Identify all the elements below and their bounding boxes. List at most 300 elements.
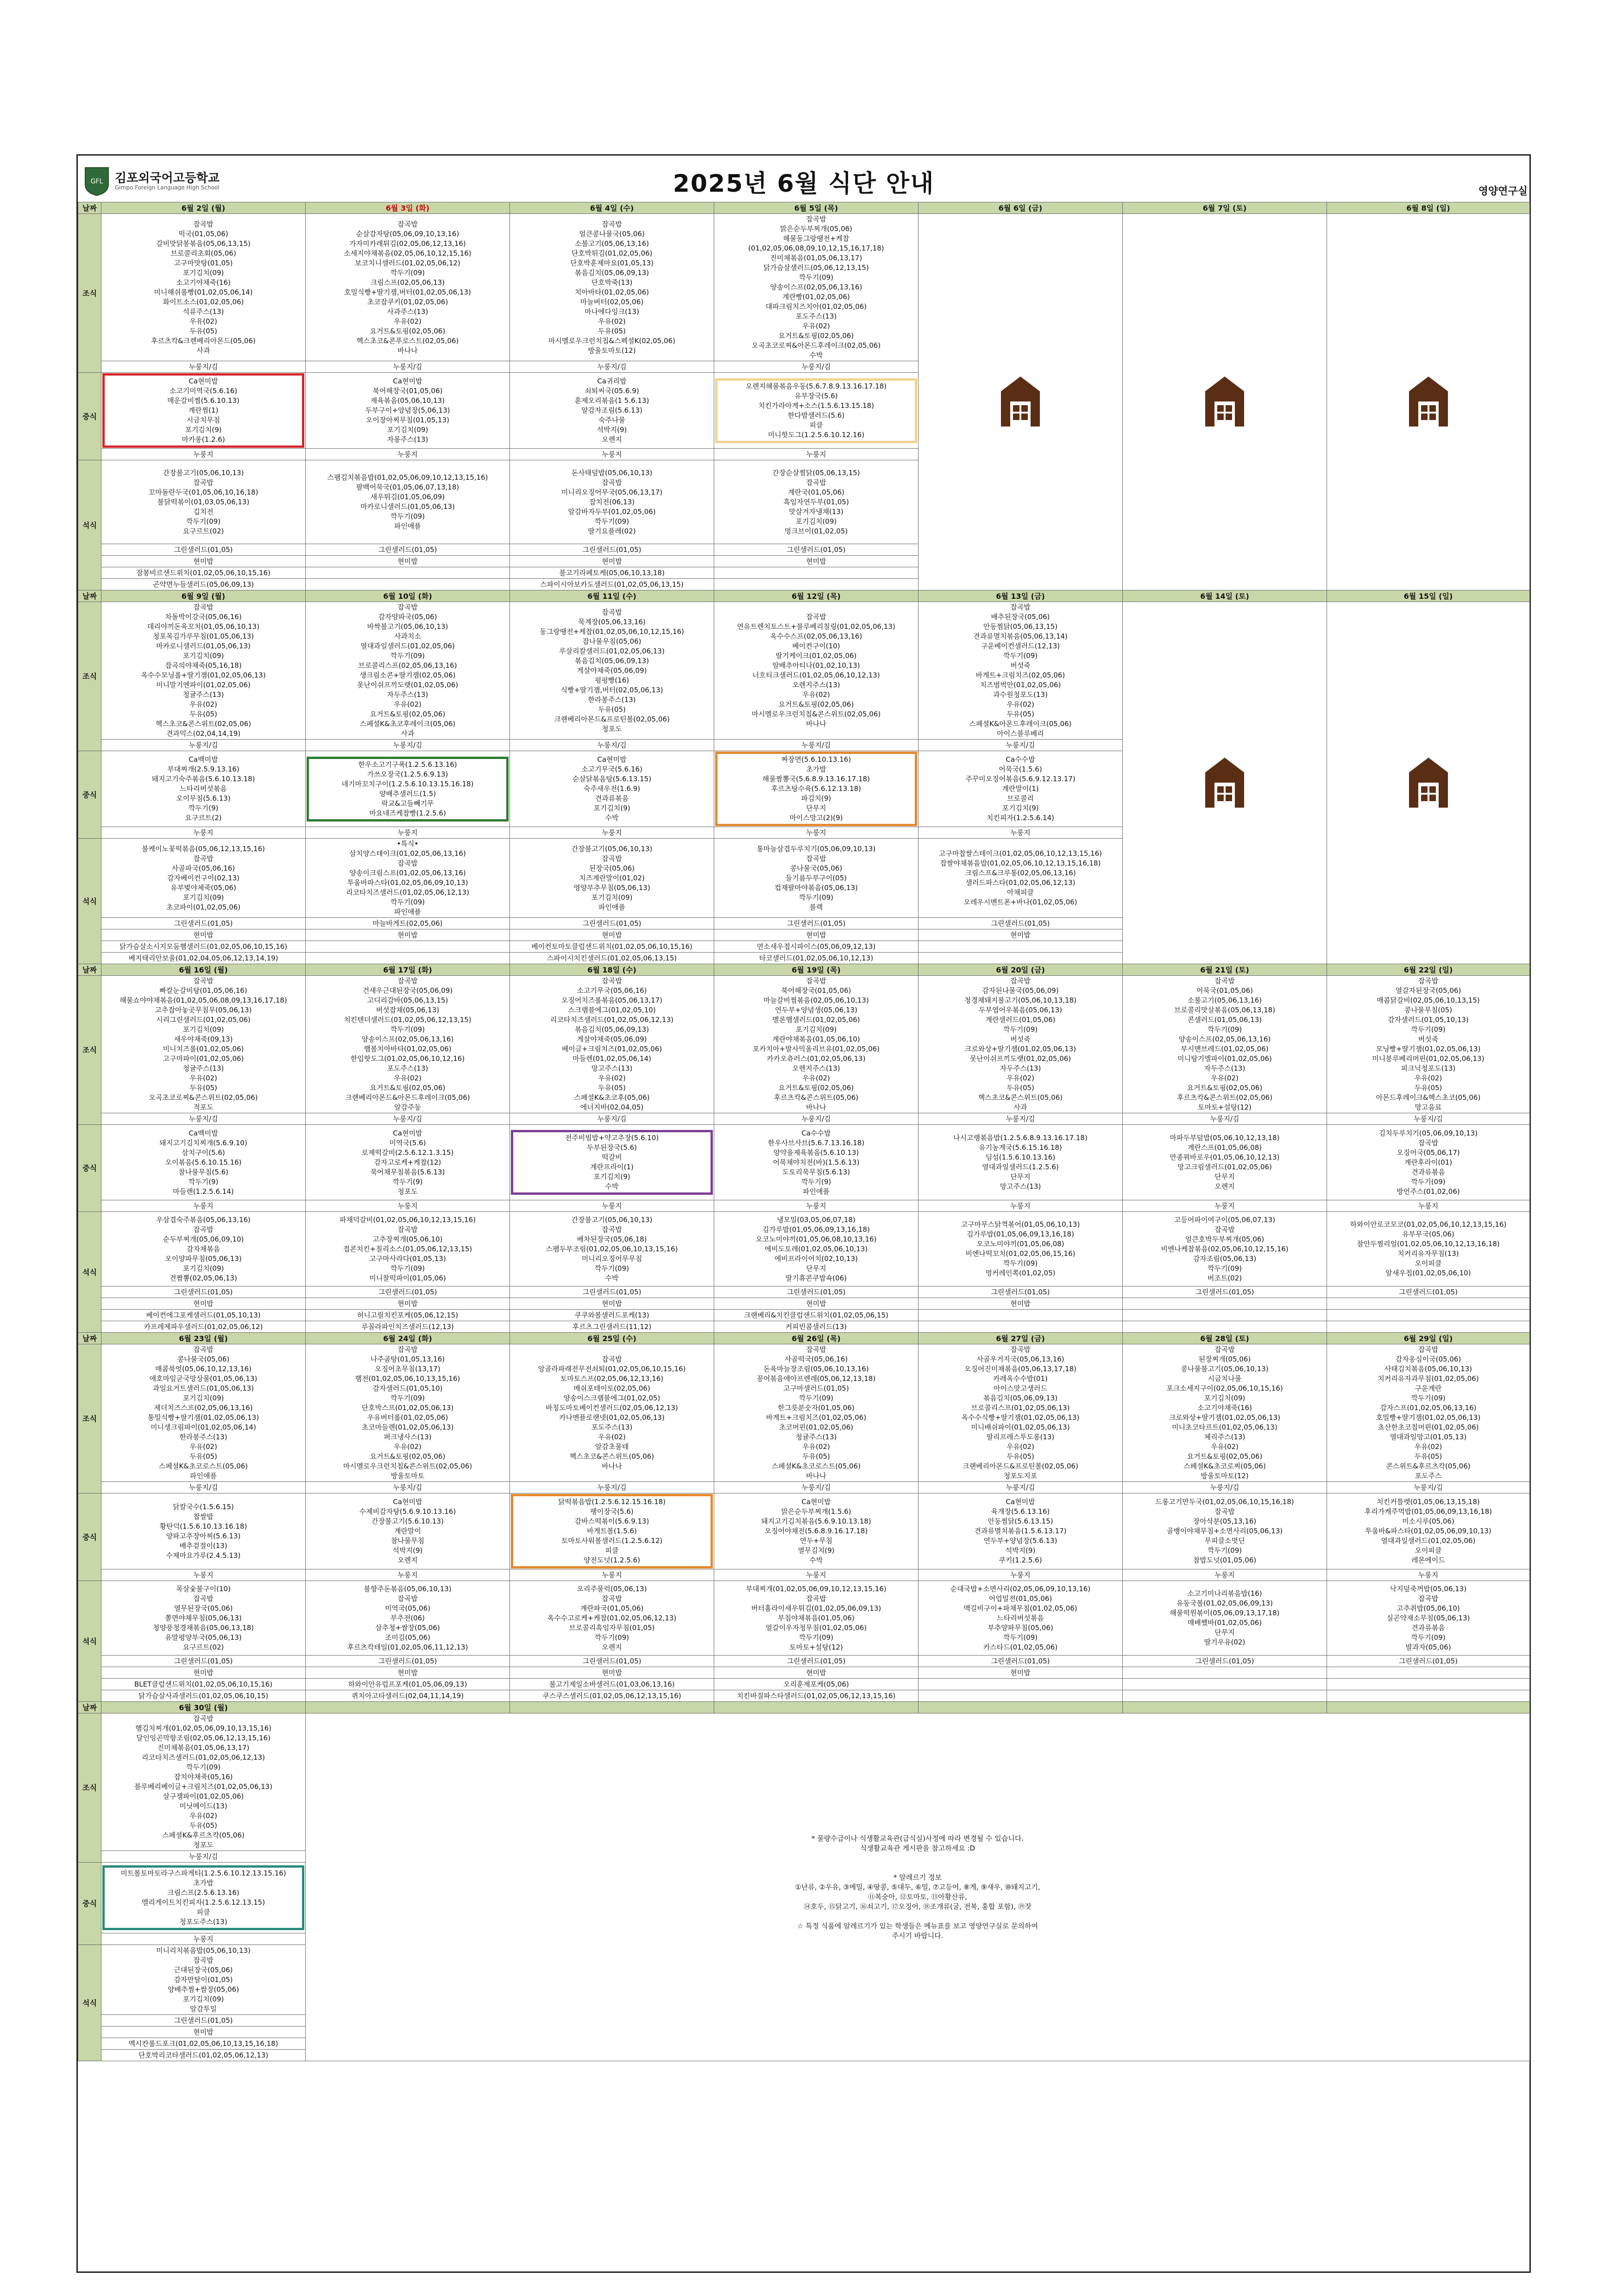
dinner-menu bbox=[101, 1945, 306, 2015]
breakfast-menu bbox=[306, 976, 510, 1113]
extra2-item: 커피빈콤샐러드(13) bbox=[714, 1321, 918, 1333]
day-header: 6월 19일 (목) bbox=[714, 964, 918, 976]
school-closed-icon bbox=[1203, 373, 1246, 428]
extra2-item: 단호박리코타샐러드(01,02,05,06,12,13) bbox=[101, 2050, 306, 2061]
extra2-item bbox=[1327, 1690, 1530, 1702]
breakfast-items: 잡곡밥 콩나물국(05,06) 매콤북엇(05,06,10,12,13,16) 애호마잎굳국망상물(01,05,06,13) 과일요거트샐러드(01,05,06,13) 포기김치(09) 제더치즈스프(02,05,06,13,16) 통밀식빵+딸기잼(01,02,05,06,13) 미니생크림파이(01,02,05,06,14) 한라봉주스(13) 우유(02) 두유(05) 스페셜K&초코로스트(05,06) 파인애플 bbox=[147, 1345, 259, 1480]
lunch-special-highlight: 미트볼토마토라구스파게티(1.2.5.6.10.12.13.15.16) 초가밥 크림스프(2.5.6.13.16) 엘리게이트치킨피자(1.2.5.6.12.13.15) 피클 청포도주스(13) bbox=[102, 1865, 304, 1930]
extra2-item: 베지태리안보울(01,02,04,05,06,12,13,14,19) bbox=[101, 953, 306, 964]
breakfast-label: 조식 bbox=[78, 976, 101, 1125]
dinner-salad-item: 그린샐러드(01,05) bbox=[101, 2015, 306, 2026]
nurungji-option: 누룽지 bbox=[1327, 1200, 1530, 1212]
menu-sheet bbox=[76, 154, 1531, 2273]
extra1-item: 쿠쿠와볼샐러드포케(13) bbox=[510, 1310, 714, 1321]
nurungji-option: 누룽지/김 bbox=[1327, 1113, 1530, 1125]
nurungji-option: 누룽지 bbox=[714, 1200, 918, 1212]
day-header: 6월 13일 (금) bbox=[918, 590, 1123, 602]
breakfast-items: 잡곡밥 얼큰콩나물국(05,06) 소불고기(05,06,13,16) 단호박튀김(01,02,05,06) 단호박훈제마요(01,05,13) 볶음김치(05,06,09,13) 단호박죽(13) 치아바타(01,02,05,06) 마늘버터(02,05,06) 마나에다잉크(13) 우유(02) 두유(05) 마시멜로우크런치칩&스펙셜K(02,05,06) 방울토마토(12) bbox=[548, 220, 675, 355]
breakfast-menu bbox=[918, 976, 1123, 1113]
nurungji-option: 누룽지 bbox=[714, 1569, 918, 1581]
extra2-item: 루꼴라파인치즈샐러드(12,13) bbox=[306, 1321, 510, 1333]
dinner-rice-item: 현미밥 bbox=[510, 1667, 714, 1679]
dinner-items: 오리주물럭(05,06,13) 잡곡밥 계란파국(01,05,06) 옥수수고로케+케찹(01,02,05,06,12,13) 브로콜리흑임자무침(01,05) 깍두기(09) 오렌지 bbox=[547, 1584, 677, 1651]
svg-text:GFL: GFL bbox=[90, 178, 103, 185]
lunch-menu bbox=[1327, 1493, 1530, 1569]
dinner-items: 냉모밀(03,05,06,07,18) 김가루밥(01,05,06,09,13,16,18) 오코노미야끼(01,05,06,08,10,13,16) 에비도토레(01,02,05,06,10,13) 에비프라이어치(02,10,13) 단무지 딸기휴콘쿠밥쇽(06) bbox=[755, 1215, 877, 1282]
dinner-rice-item bbox=[1123, 1667, 1327, 1679]
nurungji-option: 누룽지/김 bbox=[101, 740, 306, 751]
dinner-label: 석식 bbox=[78, 460, 101, 590]
lunch-special-highlight: Ca현미밥 소고기미역국(5.6.16) 매운갈비찜(5.6.10.13) 계란찜(1) 시금치무침 포기김치(9) 마카롱(1.2.6) bbox=[102, 373, 304, 448]
breakfast-menu bbox=[918, 1344, 1123, 1482]
extra1-item bbox=[918, 1310, 1123, 1321]
dinner-row bbox=[78, 1581, 1530, 1656]
lunch-special-highlight: 닭떡볶음밥(1.2.5.6.12.15.16.18) 팽이장국(5.6) 감바스떡볶이(5.6.9.13) 바게트볼(1.5.6) 토마토사워볼샐러드(1.2.5.6.12) 피클 양전도넛(1.2.5.6) bbox=[511, 1494, 713, 1568]
lunch-menu bbox=[510, 1493, 714, 1569]
lunch-items: Ca백미밥 부대찌개(2.5.9.13.16) 돼지고기숙주볶음(5.6.10.13.18) 느타리버섯볶음 오이무침(5.6.13) 깍두기(9) 요구르트(2) bbox=[151, 755, 255, 822]
extra2-item: 퀴치아고타샐러드(02,04,11,14,19) bbox=[306, 1690, 510, 1702]
menu-table bbox=[78, 202, 1530, 2061]
breakfast-menu bbox=[510, 1344, 714, 1482]
dinner-menu bbox=[714, 1581, 918, 1656]
extra1-row bbox=[78, 1310, 1530, 1321]
lunch-menu bbox=[510, 1125, 714, 1200]
week-header-row bbox=[78, 1333, 1530, 1344]
dinner-menu bbox=[101, 1581, 306, 1656]
breakfast-items: 잡곡밥 열갈자된장국(05,06) 매콤닭갈비(02,05,06,10,13,15) 콩나물무침(05) 감자샐러드(01,05,10,13) 깍두기(09) 버섯죽 모닝빵+딸기잼(01,02,05,06,13) 미니붕루베리머핀(01,02,05,06,13) 피크닉청포도(13) 우유(02) 두유(05) 아몬드후레이크&헥스초코(05,06) 망고음료 bbox=[1372, 977, 1485, 1111]
breakfast-items: 잡곡밥 햄김치찌개(01,02,05,06,09,10,13,15,16) 달인잉곤막항조림(02,05,06,12,13,15,16) 진미채볶음(01,05,06,13,17) 리코타치즈샐러드(01,02,05,06,12,13) 깍두기(09) 잡치야채죽(05,16) 블루베리베이글+크림치즈(01,02,05,06,13) 살구잼파이(01,02,05,06) 미닛메이드(13) 우유(02) 두유(05) 스페셜K&후르츠칵(05,06) 청포도 bbox=[134, 1714, 273, 1849]
nurungji-option: 누룽지 bbox=[101, 449, 306, 460]
lunch-menu bbox=[1327, 1125, 1530, 1200]
lunch-label: 중식 bbox=[78, 1863, 101, 1945]
nurungji-option: 누룽지/김 bbox=[306, 1482, 510, 1493]
extra1-item bbox=[306, 941, 510, 953]
school-closed-icon bbox=[1407, 373, 1450, 428]
extra1-item bbox=[918, 1679, 1123, 1690]
dinner-items: 하와이안로코모코(01,02,05,06,10,12,13,15,16) 유부무국(05,06) 참안두찜리얼(01,02,05,06,10,12,13,16,18) 치커리유자무침(13) 오이피클 알새우칩(01,02,05,06,10) bbox=[1350, 1220, 1507, 1277]
breakfast-menu bbox=[306, 602, 510, 740]
nurungji-option: 누룽지 bbox=[714, 827, 918, 839]
lunch-menu bbox=[510, 373, 714, 449]
day-header: 6월 22일 (일) bbox=[1327, 964, 1530, 976]
lunch-special-highlight: 한우소고기구폭(1.2.5.6.13.16) 가쓰오장국(1.2.5.6.9.13) 네기마꼬치구이(1.2.5.6.10.13.15.16.18) 양배추샐러드(1.5) 락교&고들빼기무 마요네즈케찹빵(1.2.5.6) bbox=[307, 757, 509, 822]
breakfast-label: 조식 bbox=[78, 1344, 101, 1493]
breakfast-items: 잡곡밥 묵계장(05,06,13,16) 동그랑땡전+케찹(01,02,05,06,10,12,15,16) 잡나물무침(05,06) 루살리칼샐러드(01,02,05,06,13) 볶음김치(05,06,09,13) 게살야채죽(05,06,09) 펑펑빵(16) 식빵+딸기잼,버터(02,05,06,13) 한라봉주스(13) 두유(05) 크랜베리아몬드&프로틴볼(02,05,06) 청포도 bbox=[540, 608, 684, 733]
lunch-menu bbox=[101, 373, 306, 449]
day-header: 6월 15일 (일) bbox=[1327, 590, 1530, 602]
dinner-rice-item: 현미밥 bbox=[101, 2026, 306, 2038]
dinner-rice-item: 현미밥 bbox=[714, 929, 918, 941]
lunch-menu bbox=[714, 1125, 918, 1200]
nurungji-option: 누룽지 bbox=[101, 1569, 306, 1581]
dinner-rice-item: 현미밥 bbox=[510, 1298, 714, 1310]
lunch-special-highlight: 짜장면(5.6.10.13.16) 초가밥 해물짬뽕국(5.6.8.9.13.16.17.18) 후르츠탕수육(5.6.12.13.18) 파김치(9) 단무지 마이스망고(2)(9) bbox=[715, 752, 917, 826]
dinner-label: 석식 bbox=[78, 1212, 101, 1333]
nurungji-option: 누룽지/김 bbox=[306, 1113, 510, 1125]
dinner-items: 돈사태덮밥(05,06,10,13) 잡곡밥 미니리오징어무국(05,06,13,17) 잡치전(06,13) 알감바자두부(01,02,05,06) 깍두기(09) 딸기요플레(02) bbox=[561, 468, 663, 535]
dinner-rice-item: 현미밥 bbox=[101, 556, 306, 567]
extra1-item: 닭가슴살소시지모둠햄샐러드(01,02,05,06,10,15,16) bbox=[101, 941, 306, 953]
nurungji-option: 누룽지 bbox=[1123, 1200, 1327, 1212]
breakfast-items: 잡곡밥 건새우근대된장국(05,06,09) 고디리감바(05,06,13,15) 버섯잡채(05,06,13) 치킨텐더샐러드(01,02,05,06,12,13,15) 깍두기(09) 양송이스프(02,05,06,13,16) 햄볼치아바타(01,02,05,06) 한입핫도그(01,02,05,06,10,12,16) 포도주스(13) 우유(02) 요거트&토핑(02,05,06) 크랜베리아몬드&아몬드후레이크(05,06) 알감주둥 bbox=[344, 977, 472, 1111]
breakfast-menu bbox=[714, 214, 918, 361]
dinner-menu bbox=[101, 1212, 306, 1286]
day-header: 6월 14일 (토) bbox=[1123, 590, 1327, 602]
dinner-menu bbox=[101, 839, 306, 918]
school-name-english: Gimpo Foreign Language High School bbox=[115, 184, 220, 191]
dinner-salad-item: 그린샐러드(01,05) bbox=[1123, 1656, 1327, 1667]
nurungji-option: 누룽지 bbox=[306, 449, 510, 460]
lunch-row bbox=[78, 1125, 1530, 1200]
dinner-items: 우삼겹숙주볶음(05,06,13,16) 잡곡밥 순두부찌개(05,06,09,10) 감자채볶음 오이양파무침(05,06,13) 포기김치(09) 견짬뽕(02,05,06,13) bbox=[156, 1215, 251, 1282]
day-header: 6월 11일 (수) bbox=[510, 590, 714, 602]
lunch-items: Ca수수밥 한우사브사브(5.6.7.13.16.18) 양약을제육볶음(5.6.10.13) 어묵채야치전(바)(1.5.6.13) 도토리묵무침(5.6.13) 깍두기(9) 파인애플 bbox=[767, 1129, 865, 1196]
lunch-items: 드롱고기만두국(01,02,05,06,10,15,16,18) 잡곡밥 장아삭분(05,13,16) 골뱅이야채무침+소면사리(05,06,13) 무피클소멋딘 깍두기(09) 참밥도넛(01,05,06) bbox=[1155, 1498, 1294, 1564]
nurungji-option: 누룽지 bbox=[1327, 1569, 1530, 1581]
dinner-rice-item: 현미밥 bbox=[918, 1298, 1123, 1310]
day-header: 6월 16일 (월) bbox=[101, 964, 306, 976]
lunch-menu bbox=[510, 751, 714, 827]
breakfast-items: 잡곡밥 어묵국(01,05,06) 소불고기(05,06,13,16) 브로콜리맛살볶음(05,06,13,18) 콘샐러드(01,05,06,13) 깍두기(09) 양송이스프(02,05,06,13,16) 부시맨브레드(01,02,05,06) 미니탕기엘파이(01,02,05,06) 자두주스(13) 우유(02) 요거트&토핑(02,05,06) 후르츠칵&콘스위트(02,05,06) 토마토+설탕(12) bbox=[1174, 977, 1276, 1111]
dinner-salad-row bbox=[78, 1286, 1530, 1298]
extra2-item: 쿠스쿠스샐러드(01,02,05,06,12,13,15,16) bbox=[510, 1690, 714, 1702]
holiday-cell bbox=[918, 214, 1123, 590]
breakfast-label: 조식 bbox=[78, 1713, 101, 1863]
nurungji-option: 누룽지 bbox=[101, 1933, 306, 1945]
lunch-items: Ca수수밥 어묵국(1.5.6) 주꾸미오징어볶음(5.6.9.12.13.17) 계란말이(1) 브로콜리 포기김치(9) 치킨피자(1.2.5.6.14) bbox=[965, 755, 1076, 822]
dinner-rice-item: 현미밥 bbox=[101, 929, 306, 941]
breakfast-items: 잡곡밥 배추된장국(05,06) 안동찜닭(05,06,13,15) 견과류멸치볶음(05,06,13,14) 구운베이컨샐러드(12,13) 깍두기(09) 버섯죽 바게트+크림치즈(02,05,06) 치즈범벅안(01,02,05,06) 과수원청포도(13) 우유(02) 두유(05) 스페셜K&아몬드후레이크(05,06) 아이스블루베리 bbox=[969, 603, 1072, 738]
lunch-menu bbox=[101, 1493, 306, 1569]
dinner-menu bbox=[714, 460, 918, 544]
dinner-salad-item: 그린샐러드(01,05) bbox=[306, 544, 510, 556]
school-closed-icon bbox=[999, 373, 1042, 428]
breakfast-menu bbox=[306, 1344, 510, 1482]
dinner-items: 부대찌개(01,02,05,06,09,10,12,13,15,16) 잡곡밥 버터홈라이새우튀김(01,02,05,06,09,13) 부침야채볶음(01,05,06) 얼갈이우자청무침(01,02,05,06) 깍두기(09) 토마토+설탕(12) bbox=[746, 1584, 887, 1651]
dinner-menu bbox=[510, 1581, 714, 1656]
dinner-menu bbox=[918, 1212, 1123, 1286]
breakfast-items: 잡곡밥 사골떡국(05,06,16) 돈육마늘장조림(05,06,10,13,16) 꽁어볶음애아프렌레(05,06,12,13,18) 고구마샐러드(01,05) 깍두기(09) 한그릇분숫자(01,05,06) 바게트+크림치즈(01,02,05,06) 초코머핀(01,02,05,06) 청귤주스(13) 우유(02) 두유(05) 스페셜K&초코로스트(05,06) 바나나 bbox=[756, 1345, 876, 1480]
lunch-menu bbox=[1123, 1493, 1327, 1569]
nurungji-option: 누룽지/김 bbox=[510, 1113, 714, 1125]
extra1-item: 불고기제일소바샐러드(01,03,06,13,16) bbox=[510, 1679, 714, 1690]
dinner-salad-item: 그린샐러드(01,05) bbox=[101, 544, 306, 556]
extra1-item: 허니고릴치킨포케(05,06,12,15) bbox=[306, 1310, 510, 1321]
day-header: 6월 24일 (화) bbox=[306, 1333, 510, 1344]
dinner-menu bbox=[510, 460, 714, 544]
dinner-salad-item: 그린샐러드(01,05) bbox=[714, 544, 918, 556]
holiday-cell bbox=[1123, 214, 1327, 590]
dinner-salad-item: 그린샐러드(01,05) bbox=[714, 1656, 918, 1667]
nurungji-option: 누룽지 bbox=[306, 1569, 510, 1581]
dinner-items: 순대국밥+소면사리(02,05,06,09,10,13,16) 어업밀전(01,05,06) 맥길비구이+파채무침(01,02,05,06) 느타리버섯볶음 부추양파무침(05,06) 깍두기(09) 카스타드(01,02,05,06) bbox=[950, 1584, 1091, 1651]
day-header: 6월 18일 (수) bbox=[510, 964, 714, 976]
breakfast-items: 잡곡밥 순살감자탕(05,06,09,10,13,16) 가자미카레튀김(02,05,06,12,13,16) 소세지야채볶음(02,05,06,10,12,15,16) 보코치니샐러드(01,02,05,06,12) 깍두기(09) 크림스프(02,05,06,13) 호밀식빵+딸기잼,버터(01,02,05,06,13) 초코잡쿠키(01,02,05,06) 사과주스(13) 우유(02) 요거트&토핑(02,05,06) 헥스초코&콘푸로스트(02,05,06) 바나나 bbox=[344, 220, 472, 355]
breakfast-menu bbox=[1123, 1344, 1327, 1482]
week-header-row bbox=[78, 202, 1530, 214]
dinner-rice-item: 현미밥 bbox=[101, 1667, 306, 1679]
dinner-row bbox=[78, 1212, 1530, 1286]
school-closed-icon bbox=[1203, 754, 1246, 809]
dinner-rice-item bbox=[1123, 1298, 1327, 1310]
lunch-items: Ca현미밥 육개장(5.6.13.16) 안동찜닭(5.6.13.15) 견과류멸치볶음(1.5.6.13.17) 연두부+양념장(5.6.13) 석박지(9) 쿠키(1.2.5.6) bbox=[974, 1498, 1067, 1564]
nurungji-option: 누룽지 bbox=[101, 827, 306, 839]
lunch-items: Ca현미밥 북어해장국(01,05,06) 제육볶음(05,06,10,13) 두부구이+양념장(5,06,13) 오이장아찌무침(01,05,13) 포기김치(09) 자몽주스(13) bbox=[365, 377, 450, 444]
dinner-salad-row bbox=[78, 1656, 1530, 1667]
day-header: 6월 7일 (토) bbox=[1123, 202, 1327, 214]
breakfast-items: 잡곡밥 북어해장국(01,05,06) 마늘갈비찜볶음(02,05,06,10,13) 연두부+양념생(05,06,13) 멜론햄샐러드(01,02,05,06) 포기김치(09) 계란야채볶음(01,05,06,10) 포카치아+발사믹올리브유(01,02,05,06) 카카오츄러스(01,02,05,06,13) 오렌지주스(13) 우유(02) 요거트&토핑(02,05,06) 후르츠칵&콘스위트(05,06) 바나나 bbox=[752, 977, 880, 1111]
dinner-salad-item: 그린샐러드(01,05) bbox=[510, 544, 714, 556]
breakfast-menu bbox=[1327, 1344, 1530, 1482]
lunch-row bbox=[78, 1493, 1530, 1569]
day-header: 6월 10일 (화) bbox=[306, 590, 510, 602]
day-label: 날짜 bbox=[78, 590, 101, 602]
week-header-row bbox=[78, 590, 1530, 602]
dinner-items: 목살숯불구이(10) 잡곡밥 열무된장국(05,06) 쫄면야채무침(05,06,13) 청양풍청경채볶음(05,06,13,18) 유말평양부국(05,06,13) 요구르트(02) bbox=[152, 1584, 254, 1651]
nurungji-option: 누룽지 bbox=[510, 827, 714, 839]
breakfast-menu bbox=[101, 1713, 306, 1851]
extra2-item: 곤약면누들샐러드(05,06,09,13) bbox=[101, 579, 306, 590]
dinner-salad-item: 그린샐러드(01,05) bbox=[918, 918, 1123, 929]
extra2-item: 스파이시치킨샐러드(01,02,05,06,13,15) bbox=[510, 953, 714, 964]
extra1-item: 멕시칸롤드포크(01,02,05,06,10,13,15,16,18) bbox=[101, 2038, 306, 2050]
dinner-label: 석식 bbox=[78, 1581, 101, 1702]
dinner-rice-item: 현미밥 bbox=[101, 1298, 306, 1310]
lunch-menu bbox=[101, 1125, 306, 1200]
nurungji-option: 누룽지 bbox=[510, 449, 714, 460]
breakfast-menu bbox=[714, 1344, 918, 1482]
dinner-salad-item: 그린샐러드(01,05) bbox=[101, 1656, 306, 1667]
breakfast-menu bbox=[101, 1344, 306, 1482]
lunch-items: Ca귀리밥 쇠퇴씨국(05.6.9) 훈제오리볶음(1 5.6.13) 알감자조림(5.6.13) 숙주나물 석박지(9) 오렌지 bbox=[574, 377, 649, 444]
nurungji-option: 누룽지/김 bbox=[101, 1113, 306, 1125]
nurungji-option: 누룽지 bbox=[306, 1200, 510, 1212]
day-header: 6월 28일 (토) bbox=[1123, 1333, 1327, 1344]
day-header bbox=[918, 1702, 1123, 1713]
dinner-menu bbox=[918, 839, 1123, 918]
breakfast-items: 잡곡밥 떡국(01,05,06) 갈비맛닭봉볶음(05,06,13,15) 브로콜리초회(05,06) 고구마맛탕(01,05) 포기김치(09) 소고기야채죽(16) 미니해쉬롤빵(01,02,05,06,14) 화이트소스(01,02,05,06) 석류주스(13) 우유(02) 두유(05) 후르츠칵&크렌베리아몬드(05,06) 사과 bbox=[151, 220, 256, 355]
breakfast-menu bbox=[510, 976, 714, 1113]
dinner-salad-item: 그린샐러드(01,05) bbox=[1123, 1286, 1327, 1298]
lunch-menu bbox=[306, 1125, 510, 1200]
dinner-rice-item bbox=[1327, 1298, 1530, 1310]
extra2-item bbox=[714, 579, 918, 590]
title-row bbox=[78, 156, 1529, 203]
nurungji-option: 누룽지/김 bbox=[306, 361, 510, 373]
lunch-label: 중식 bbox=[78, 1493, 101, 1581]
day-header bbox=[306, 1702, 510, 1713]
lunch-items: Ca현미밥 미역국(5.6) 로제떡갈비(2.5.6.12.1.3.15) 감자고로케+케찹(12) 묵어채무침볶음(5.6.13) 깍두기(9) 청포도 bbox=[361, 1129, 454, 1196]
day-header: 6월 23일 (월) bbox=[101, 1333, 306, 1344]
breakfast-nurungji-row bbox=[78, 1113, 1530, 1125]
extra2-row bbox=[78, 1321, 1530, 1333]
dinner-items: 낙지덮죽꺼밥(05,06,13) 잡곡밥 고추취밥(05,06,10) 실곤약재소무침(05,06,13) 견과류볶음 깍두기(09) 발과자(05,06) bbox=[1386, 1584, 1470, 1651]
nurungji-option: 누룽지/김 bbox=[918, 740, 1123, 751]
breakfast-nurungji-row bbox=[78, 1482, 1530, 1493]
dinner-menu bbox=[306, 1212, 510, 1286]
breakfast-menu bbox=[510, 602, 714, 740]
lunch-menu bbox=[1123, 1125, 1327, 1200]
nurungji-option: 누룽지 bbox=[510, 1569, 714, 1581]
dinner-items: 파채덕갈비(01,02,05,06,10,12,13,15,16) 잡곡밥 고추장찌개(05,06,10) 접콘치킨+칠리소스(01,05,06,12,13,15) 고구마사라다(01,05,13) 깍두기(09) 미니찰떡파이(01,05,06) bbox=[339, 1215, 476, 1282]
extra2-item: 치킨바질파스타샐러드(01,02,05,06,12,13,15,16) bbox=[714, 1690, 918, 1702]
dinner-salad-item: 그린샐러드(01,05) bbox=[306, 1656, 510, 1667]
breakfast-items: 잡곡밥 감자양파국(05,06) 바싹불고기(05,06,10,13) 사과치소 열대과일샐러드(01,02,05,06) 깍두기(09) 브로콜리스프(02,05,06,13,16) 생크림소콘+딸기잼(02,05,06) 못난이쉬프끼도랫(01,02,05,06) 자두주스(13) 우유(02) 요거트&토핑(02,05,06) 스페셜K&초코후레이크(05,06) 사과 bbox=[357, 603, 459, 738]
breakfast-items: 잡곡밥 감자된나물국(05,06,09) 청경채돼지불고기(05,06,10,13,18) 두부엽어우볶음(05,06,13) 계란샐러드(01,05,06) 깍두기(09) 버섯죽 크로와상+딸기잼(01,02,05,06,13) 못난이쉬프끼도랫(01,02,05,06) 자두주스(13) 우유(02) 두유(05) 헥스초코&콘스위트(05,06) 사과 bbox=[964, 977, 1077, 1111]
extra2-item bbox=[918, 1690, 1123, 1702]
breakfast-row bbox=[78, 214, 1530, 361]
dinner-salad-item: 그린샐러드(01,05) bbox=[510, 1286, 714, 1298]
nurungji-option: 누룽지/김 bbox=[714, 1482, 918, 1493]
nurungji-option: 누룽지/김 bbox=[714, 1113, 918, 1125]
dinner-rice-item: 현미밥 bbox=[510, 929, 714, 941]
breakfast-menu bbox=[306, 214, 510, 361]
nurungji-option: 누룽지/김 bbox=[918, 1482, 1123, 1493]
holiday-cell bbox=[1327, 214, 1530, 590]
breakfast-menu bbox=[714, 976, 918, 1113]
extra2-item bbox=[918, 953, 1123, 964]
extra2-item: 타코샐러드(01,02,05,06,10,12,13) bbox=[714, 953, 918, 964]
day-header: 6월 3일 (화) bbox=[306, 202, 510, 214]
lunch-menu bbox=[918, 1125, 1123, 1200]
lunch-menu bbox=[714, 1493, 918, 1569]
extra1-item: 오리훈제포케(05,06) bbox=[714, 1679, 918, 1690]
lunch-special-highlight: 전주비빔밥+약고추장(5.6.10) 두부된장국(5.6) 떡갈비 계란프라이(1) 포기김치(9) 수박 bbox=[511, 1130, 713, 1195]
day-header: 6월 9일 (월) bbox=[101, 590, 306, 602]
nurungji-option: 누룽지 bbox=[306, 827, 510, 839]
dinner-menu bbox=[1327, 1212, 1530, 1286]
nurungji-option: 누룽지 bbox=[101, 1200, 306, 1212]
dinner-salad-item: 그린샐러드(01,05) bbox=[101, 918, 306, 929]
extra2-item: 카프레제파우샐러드(01,02,05,06,12) bbox=[101, 1321, 306, 1333]
dinner-rice-item: 현미밥 bbox=[714, 1667, 918, 1679]
day-header: 6월 21일 (토) bbox=[1123, 964, 1327, 976]
extra1-item: 연소새우접시파이스(05,06,09,12,13) bbox=[714, 941, 918, 953]
holiday-cell bbox=[1123, 602, 1327, 964]
day-label: 날짜 bbox=[78, 1702, 101, 1713]
holiday-cell bbox=[1327, 602, 1530, 964]
lunch-items: 마파두부덮밥(05,06,10,12,13,18) 계란스프(01,05,06,08) 만종꿔바로우(01,05,06,10,12,13) 망고크림샐러드(01,02,05,06) 단무지 오렌지 bbox=[1170, 1134, 1280, 1191]
extra2-row bbox=[78, 1690, 1530, 1702]
extra2-item bbox=[1123, 1690, 1327, 1702]
lunch-items: 닭칼국수(1.5.6.15) 찹쌀밥 황탄덕(1.5.6.10.13.16.18) 양파고추장아찌(5.6.13) 배추겉절이(13) 수제마요가루(2.4.5.13) bbox=[159, 1502, 247, 1560]
extra2-item bbox=[306, 579, 510, 590]
dinner-rice-item bbox=[1327, 1667, 1530, 1679]
nurungji-option: 누룽지 bbox=[918, 1569, 1123, 1581]
extra1-item: BLET클럽샌드위치(01,02,05,06,10,15,16) bbox=[101, 1679, 306, 1690]
nurungji-option: 누룽지/김 bbox=[1123, 1482, 1327, 1493]
nurungji-option: 누룽지/김 bbox=[1327, 1482, 1530, 1493]
dinner-rice-item: 현미밥 bbox=[306, 1667, 510, 1679]
dinner-rice-item: 현미밥 bbox=[306, 1298, 510, 1310]
dinner-rice-item: 현미밥 bbox=[714, 1298, 918, 1310]
dinner-salad-item: 그린샐러드(01,05) bbox=[510, 918, 714, 929]
dinner-salad-item: 그린샐러드(01,05) bbox=[1327, 1286, 1530, 1298]
dinner-items: 통마늘삼겹두루치기(05,06,09,10,13) 잡곡밥 콩나물국(05,06) 들기름두부구이(05) 컵재팔마야볶음(05,06,13) 깍두기(09) 블랙 bbox=[756, 844, 876, 911]
dinner-salad-item: 그린샐러드(01,05) bbox=[101, 1286, 306, 1298]
nurungji-option: 누룽지/김 bbox=[306, 740, 510, 751]
dinner-menu bbox=[714, 839, 918, 918]
dinner-menu bbox=[510, 839, 714, 918]
extra1-item bbox=[1327, 1679, 1530, 1690]
extra2-item: 닭가슴살사과샐러드(01,02,05,06,10,15) bbox=[101, 1690, 306, 1702]
dinner-items: 고등어파이여구이(05,06,07,13) 잡곡밥 얼큰호박두부찌개(05,06) 비엔나케찹볶음(02,05,06,10,12,15,16) 감자조림(05,06,13) 깍두기(09) 버조트(02) bbox=[1161, 1215, 1289, 1282]
dinner-menu bbox=[306, 1581, 510, 1656]
breakfast-row bbox=[78, 1344, 1530, 1482]
dinner-items: 간장불고기(05,06,10,13) 잡곡밥 배차된장국(05,06,18) 스팸두부조림(01,02,05,06,10,13,15,16) 미니리오징어무무침 깍두기(09) 수박 bbox=[546, 1215, 678, 1282]
lunch-menu bbox=[101, 751, 306, 827]
dinner-items: 고구마무스닭꺽볶어(01,05,06,10,13) 김가루밥(01,05,06,09,13,16,18) 오코노미야끼(01,05,06,08) 비엔나떡꼬치(01,02,05,06,15,16) 깍두기(09) 멍커레인쪽(01,02,05) bbox=[961, 1220, 1080, 1277]
day-header: 6월 5일 (목) bbox=[714, 202, 918, 214]
lunch-items: Ca현미밥 소고기무국(5.6.16) 순살닭볶음탕(5.6.13.15) 숙주새우전(1.6.9) 견과류볶음 포기김치(9) 수박 bbox=[572, 755, 652, 822]
day-label: 날짜 bbox=[78, 1333, 101, 1344]
nurungji-option: 누룽지 bbox=[510, 1200, 714, 1212]
lunch-label: 중식 bbox=[78, 751, 101, 839]
day-header: 6월 27일 (금) bbox=[918, 1333, 1123, 1344]
nurungji-option: 누룽지/김 bbox=[510, 740, 714, 751]
lunch-menu bbox=[306, 373, 510, 449]
dinner-items: •특식• 삼치양스테이크(01,02,05,06,13,16) 잡곡밥 양송이크림스프(01,02,05,06,13,16) 투움바파스타(01,02,05,06,09,10,13) 리코타치즈샐러드(01,02,05,06,12,13) 깍두기(09) 파인애플 bbox=[346, 840, 469, 916]
breakfast-row bbox=[78, 602, 1530, 740]
department-name: 영양연구실 bbox=[1478, 186, 1528, 197]
breakfast-items: 잡곡밥 차돌박이강국(05,06,16) 데리야끼돈육꼬치(01,05,06,10,13) 청포목김가루무침(01,05,06,13) 마카로니샐러드(01,05,06,13) 포기김치(09) 잡곡의야채죽(05,16,18) 옥수수모닝롤+딸기잼(01,02,05,06,13) 미니말기엔파이(01,02,05,06) 청귤주스(13) 우유(02) 두유(05) 헥스초코&콘스위트(02,05,06) 견과믹스(02,04,14,19) bbox=[141, 603, 266, 738]
nurungji-option: 누룽지/김 bbox=[510, 361, 714, 373]
dinner-menu bbox=[1123, 1212, 1327, 1286]
extra2-item bbox=[1123, 1321, 1327, 1333]
extra1-item: 잠봉비르샌드위치(01,02,05,06,10,15,16) bbox=[101, 567, 306, 579]
breakfast-menu bbox=[714, 602, 918, 740]
dinner-rice-item: 현미밥 bbox=[918, 929, 1123, 941]
extra1-item bbox=[1123, 1679, 1327, 1690]
nurungji-option: 누룽지/김 bbox=[918, 1113, 1123, 1125]
school-closed-icon bbox=[1407, 754, 1450, 809]
lunch-items: Ca백미밥 돼지고기김치찌개(5.6.9.10) 삼치구이(5.6) 오이볶음(5.6.10.15.16) 참나물무침(5.6) 깍두기(9) 마들렌(1.2.5.6.14) bbox=[159, 1129, 247, 1196]
dinner-salad-item: 그린샐러드(01,05) bbox=[1327, 1656, 1530, 1667]
lunch-items: 치킨커틀렛(01,05,06,13,15,18) 후리가케주먹밥(01,05,06,09,13,16,18) 미소시루(05,06) 투움바&파스타(01,02,05,06,09,10,13) 열대과일샐러드(01,02,05,06) 오이피클 레몬에이드 bbox=[1364, 1498, 1492, 1564]
dinner-salad-item: 마늘바게트(02,05,06) bbox=[306, 918, 510, 929]
lunch-label: 중식 bbox=[78, 1125, 101, 1212]
dinner-items: 고구마찹쌀스테이크(01,02,05,06,10,12,13,15,16) 잡쌀야채볶음밥(01,02,05,06,10,12,13,15,16,18) 크림스프&크루통(02,05,06,13,16) 샐러드파스타(01,02,05,06,12,13) 아채피클 오레우시멘트폰+바나(01,02,05,06) bbox=[938, 849, 1102, 906]
nurungji-option: 누룽지 bbox=[918, 1200, 1123, 1212]
day-header: 6월 25일 (수) bbox=[510, 1333, 714, 1344]
extra1-item: 크랜베리&치킨클럽샌드위치(01,02,05,06,15) bbox=[714, 1310, 918, 1321]
dinner-salad-item: 그린샐러드(01,05) bbox=[918, 1656, 1123, 1667]
dinner-rice-row bbox=[78, 1667, 1530, 1679]
day-header: 6월 30일 (월) bbox=[101, 1702, 306, 1713]
extra1-item bbox=[306, 567, 510, 579]
lunch-menu bbox=[714, 751, 918, 827]
day-header bbox=[714, 1702, 918, 1713]
lunch-menu bbox=[101, 1863, 306, 1933]
lunch-items: Ca현미밥 수제비감자탕(5.6.9.10.13.16) 간장불고기(5.6.10.13) 계란말이 참나물무침 석박지(9) 오렌지 bbox=[359, 1498, 456, 1564]
breakfast-menu bbox=[1123, 976, 1327, 1113]
extra1-item: 베이컨에그포케샐러드(01,05,10,13) bbox=[101, 1310, 306, 1321]
dinner-label: 석식 bbox=[78, 839, 101, 964]
breakfast-items: 잡곡밥 된장찌개(05,06) 콩나물불고기(05,06,10,13) 시금치나물 포크소세지구이(02,05,06,10,15,16) 포기김치(09) 소고기야채죽(16) 크로와상+딸기잼(01,02,05,06,13) 미니초코타르트(01,02,05,06,13) 체리주스(13) 우유(02) 요거트&토핑(02,05,06) 스페셜K&초코로찌(05,06) 방울토마토(12) bbox=[1166, 1345, 1283, 1480]
lunch-menu bbox=[918, 1493, 1123, 1569]
extra2-item: 스파이시아보카도샐러드(01,02,05,06,13,15) bbox=[510, 579, 714, 590]
lunch-items: 나시고랭볶음밥(1.2.5.6.8.9.13.16.17.18) 유기농게국(5.6.15.16.18) 딤섬(1.5.6.10.13.16) 열대과일샐러드(1.2.5.6) 단무지 망고주스(13) bbox=[953, 1134, 1088, 1191]
lunch-menu bbox=[918, 751, 1123, 827]
breakfast-menu bbox=[101, 976, 306, 1113]
breakfast-items: 잡곡밥 빠칼눈갈비탕(01,05,06,16) 해물쇼야야채볶음(01,02,05,06,08,09,13,16,17,18) 고추잡아놓곳무침무(05,06,13) 시리그린샐러드(01,02,05,06) 포기김치(09) 새우야채죽(09,13) 미니치즈롤(01,02,05,06) 고구마파이(01,02,05,06) 청귤주스(13) 우유(02) 두유(05) 오곡초코로찌&콘스위트(02,05,06) 적포도 bbox=[120, 977, 287, 1111]
dinner-menu bbox=[918, 1581, 1123, 1656]
day-header: 6월 2일 (월) bbox=[101, 202, 306, 214]
dinner-menu bbox=[714, 1212, 918, 1286]
day-header bbox=[1123, 1702, 1327, 1713]
nurungji-option: 누룽지/김 bbox=[714, 361, 918, 373]
breakfast-items: 잡곡밥 사골우거지국(05,06,13,16) 오징어진미채볶음(05,06,13,17,18) 카레옥수수밥(01) 아이스맛고생러드 볶음김치(05,06,09,13) 브로콜리스프(01,02,05,06,13) 옥수수식빵+딸기잼(01,02,05,06,13) 미니배쉬파이(01,02,05,06,13) 딸리프레스투도롱(13) 우유(02) 두유(05) 크랜베리아몬드&프로틴볼(02,05,06) 청포도지포 bbox=[961, 1345, 1080, 1480]
